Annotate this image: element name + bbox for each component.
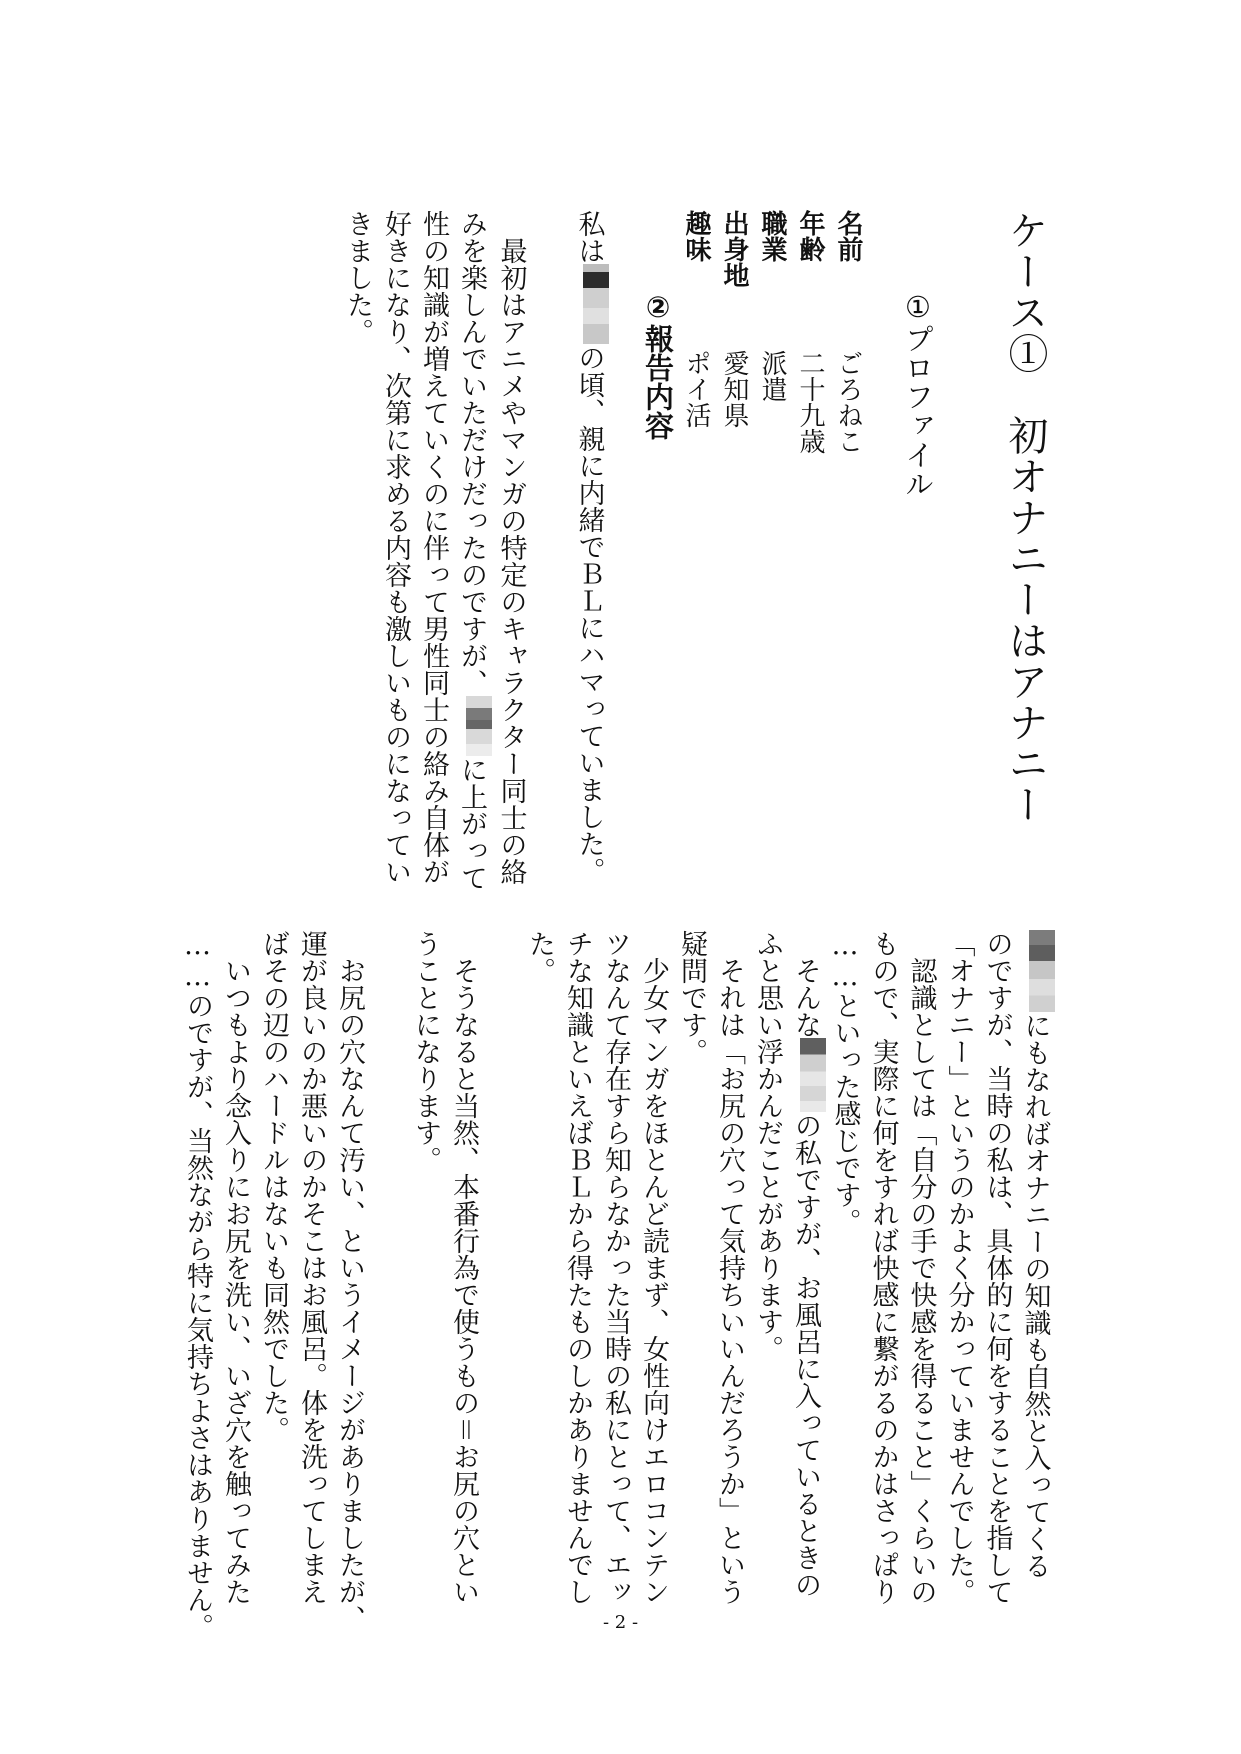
body-line: ……のですが、当然ながら特に気持ちよさはありません。	[182, 930, 213, 1640]
body-line: そうなると当然、本番行為で使うもの＝お尻の穴とい	[448, 930, 479, 1605]
body-line: ふと思い浮かんだことがあります。	[752, 930, 783, 1362]
text-fragment: の頃、親に内緒でＢＬにハマっていました。	[573, 344, 605, 884]
text-fragment: 私は	[573, 210, 605, 264]
body-line: 最初はアニメやマンガの特定のキャラクター同士の絡	[495, 210, 527, 885]
profile-value: 愛知県	[719, 350, 749, 428]
body-line: 性の知識が増えていくのに伴って男性同士の絡み自体が	[418, 210, 449, 885]
redacted-mosaic	[1029, 930, 1055, 1012]
profile-label: 名前	[833, 210, 863, 262]
body-line: お尻の穴なんて汚い、というイメージがありましたが、	[334, 930, 365, 1632]
body-line: 認識としては「自分の手で快感を得ること」くらいの	[905, 930, 937, 1605]
body-line: ツなんて存在すら知らなかった当時の私にとって、エッ	[600, 930, 631, 1605]
redacted-mosaic	[466, 696, 492, 756]
profile-value: ポイ活	[681, 350, 711, 428]
body-line: きました。	[342, 210, 373, 345]
profile-row-age	[791, 210, 829, 850]
body-line: 「オナニー」というのかよく分かっていませんでした。	[943, 930, 975, 1605]
body-line: 少女マンガをほとんど読まず、女性向けエロコンテン	[638, 930, 669, 1605]
profile-value: 派遣	[757, 350, 787, 402]
body-line: もので、実際に何をすれば快感に繋がるのかはさっぱり	[867, 930, 899, 1605]
profile-row-job	[753, 210, 791, 850]
body-line: チな知識といえばＢＬから得たものしかありませんでし	[562, 930, 593, 1605]
body-line: のですが、当時の私は、具体的に何をすることを指して	[981, 930, 1013, 1605]
report-heading: ②報告内容	[641, 290, 675, 440]
profile-value: ごろねこ	[833, 350, 863, 454]
body-line: ……といった感じです。	[829, 930, 861, 1235]
body-line: うことになります。	[410, 930, 441, 1173]
profile-label: 年齢	[795, 210, 825, 262]
text-fragment: そんな	[790, 930, 821, 1038]
bottom-tier	[182, 930, 1055, 1640]
profile-heading: ①プロファイル	[901, 290, 935, 498]
profile-label: 出身地	[719, 210, 749, 288]
body-line: た。	[524, 930, 555, 984]
top-tier	[215, 210, 1055, 891]
blank-line	[368, 930, 406, 1570]
redacted-mosaic	[583, 264, 609, 344]
text-fragment: みを楽しんでいただけだったのですが、	[456, 210, 487, 696]
body-line: それは「お尻の穴って気持ちいいんだろうか」という	[714, 930, 745, 1605]
text-fragment: の私ですが、お風呂に入っているときの	[790, 1112, 821, 1598]
body-line	[570, 210, 610, 884]
body-line	[452, 210, 492, 891]
page-title: ケース① 初オナニーはアナニー	[1002, 210, 1048, 825]
profile-value: 二十九歳	[795, 350, 825, 454]
body-line: 運が良いのか悪いのかそこはお風呂。体を洗ってしまえ	[296, 930, 327, 1605]
redacted-mosaic	[800, 1038, 826, 1112]
page-number: - 2 -	[602, 1612, 639, 1633]
text-fragment: にもなればオナニーの知識も自然と入ってくる	[1019, 1012, 1051, 1579]
body-line: 好きになり、次第に求める内容も激しいものになってい	[380, 210, 411, 885]
blank-line	[482, 930, 520, 1570]
profile-label: 趣味	[681, 210, 711, 262]
body-line	[1016, 930, 1056, 1579]
profile-table	[677, 210, 867, 850]
body-line	[786, 930, 826, 1598]
body-line: いつもより念入りにお尻を洗い、いざ穴を触ってみた	[220, 930, 251, 1605]
profile-label: 職業	[757, 210, 787, 262]
text-fragment: に上がって	[456, 756, 487, 891]
profile-row-hobby	[677, 210, 715, 850]
body-line: ばその辺のハードルはないも同然でした。	[258, 930, 289, 1443]
profile-row-name	[829, 210, 867, 850]
body-line: 疑問です。	[676, 930, 707, 1065]
profile-row-hometown	[715, 210, 753, 850]
